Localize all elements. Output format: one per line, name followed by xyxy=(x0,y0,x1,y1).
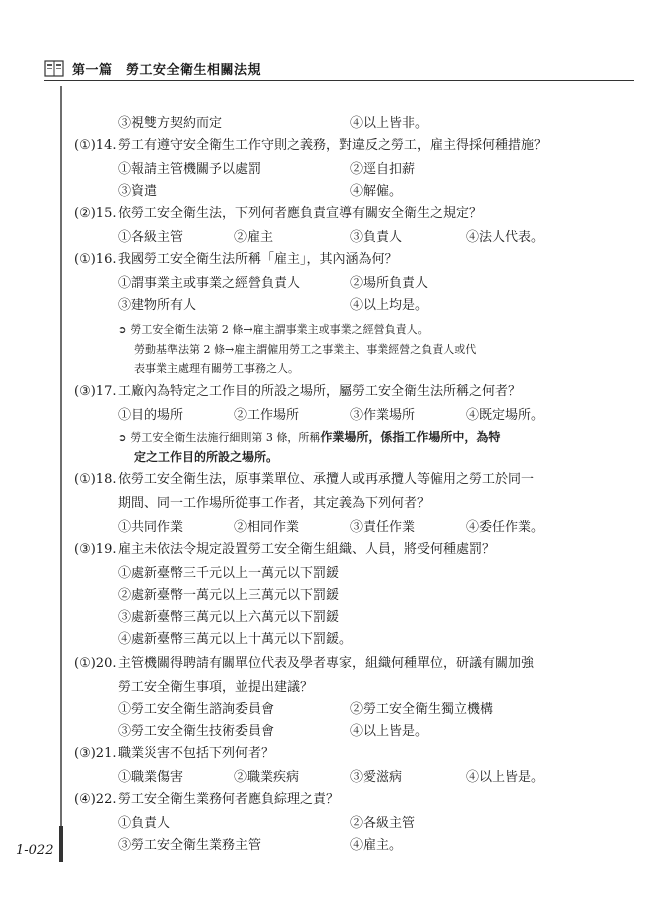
option: ④以上均是。 xyxy=(350,298,429,313)
option: ②勞工安全衛生獨立機構 xyxy=(350,702,494,717)
option: ③作業場所 xyxy=(350,408,416,423)
option: ③負責人 xyxy=(350,230,403,245)
question-text: 工廠內為特定之工作目的所設之場所，屬勞工安全衛生法所稱之何者？ xyxy=(118,384,522,399)
option: ①處新臺幣三千元以上一萬元以下罰鍰 xyxy=(118,566,340,581)
question-text-continued: 勞工安全衛生事項，並提出建議？ xyxy=(118,680,314,695)
option: ③勞工安全衛生業務主管 xyxy=(118,838,262,853)
option: ①各級主管 xyxy=(118,230,184,245)
option: ③勞工安全衛生技術委員會 xyxy=(118,724,275,739)
question-number: (②)15. xyxy=(74,206,117,221)
option: ④雇主。 xyxy=(350,838,403,853)
explanation-note: 勞動基準法第 2 條→雇主謂僱用勞工之事業主、事業經營之負責人或代 xyxy=(134,343,477,356)
option: ②工作場所 xyxy=(234,408,300,423)
option: ④以上皆是。 xyxy=(466,770,545,785)
option: ④處新臺幣三萬元以上十萬元以下罰鍰。 xyxy=(118,632,353,647)
option: ④委任作業。 xyxy=(466,520,545,535)
page-number: 1-022 xyxy=(16,843,54,858)
option: ④解僱。 xyxy=(350,184,403,199)
question-text: 依勞工安全衛生法，下列何者應負責宣導有關安全衛生之規定？ xyxy=(118,206,483,221)
option: ①勞工安全衛生諮詢委員會 xyxy=(118,702,275,717)
option: ②各級主管 xyxy=(350,816,416,831)
option: ①負責人 xyxy=(118,816,171,831)
explanation-note: ➲ 勞工安全衛生法第 2 條→雇主謂事業主或事業之經營負責人。 xyxy=(118,323,429,336)
explanation-note: 表事業主處理有關勞工事務之人。 xyxy=(134,362,299,375)
chapter-title: 第一篇 勞工安全衛生相關法規 xyxy=(72,63,262,78)
option: ④既定場所。 xyxy=(466,408,545,423)
question-text: 勞工安全衛生業務何者應負綜理之責？ xyxy=(118,792,340,807)
option: ①報請主管機關予以處罰 xyxy=(118,162,262,177)
option: ②處新臺幣一萬元以上三萬元以下罰鍰 xyxy=(118,588,340,603)
option: ①職業傷害 xyxy=(118,770,184,785)
explanation-note: ➲ 勞工安全衛生法施行細則第 3 條，所稱作業場所，係指工作場所中，為特 xyxy=(118,430,501,444)
option: ④以上皆非。 xyxy=(350,116,429,131)
question-number: (①)18. xyxy=(74,472,117,487)
option: ③責任作業 xyxy=(350,520,416,535)
option: ③愛滋病 xyxy=(350,770,403,785)
question-number: (③)19. xyxy=(74,542,117,557)
option: ③資遣 xyxy=(118,184,158,199)
option: ②職業疾病 xyxy=(234,770,300,785)
option: ②逕自扣薪 xyxy=(350,162,416,177)
option: ①共同作業 xyxy=(118,520,184,535)
question-number: (③)21. xyxy=(74,746,117,761)
option: ②雇主 xyxy=(234,230,274,245)
question-number: (①)16. xyxy=(74,252,117,267)
question-text: 我國勞工安全衛生法所稱「雇主」，其內涵為何？ xyxy=(118,252,398,267)
question-number: (③)17. xyxy=(74,384,117,399)
arrow-right-icon: ➲ xyxy=(118,433,127,444)
question-text: 雇主未依法令規定設置勞工安全衛生組織、人員，將受何種處罰？ xyxy=(118,542,496,557)
question-number: (①)14. xyxy=(74,138,117,153)
question-number: (④)22. xyxy=(74,792,117,807)
question-number: (①)20. xyxy=(74,656,117,671)
arrow-right-icon: ➲ xyxy=(118,325,127,336)
option: ③建物所有人 xyxy=(118,298,197,313)
option: ①謂事業主或事業之經營負責人 xyxy=(118,276,301,291)
option: ①目的場所 xyxy=(118,408,184,423)
option: ③視雙方契約而定 xyxy=(118,116,223,131)
question-text-continued: 期間、同一工作場所從事工作者，其定義為下列何者？ xyxy=(118,496,431,511)
question-text: 職業災害不包括下列何者？ xyxy=(118,746,275,761)
question-text: 勞工有遵守安全衛生工作守則之義務，對違反之勞工，雇主得採何種措施？ xyxy=(118,138,548,153)
option: ②場所負責人 xyxy=(350,276,429,291)
option: ④以上皆是。 xyxy=(350,724,429,739)
option: ④法人代表。 xyxy=(466,230,545,245)
option: ②相同作業 xyxy=(234,520,300,535)
option: ③處新臺幣三萬元以上六萬元以下罰鍰 xyxy=(118,610,340,625)
question-text: 依勞工安全衛生法，原事業單位、承攬人或再承攬人等僱用之勞工於同一 xyxy=(118,472,535,487)
question-text: 主管機關得聘請有關單位代表及學者專家，組織何種單位，研議有關加強 xyxy=(118,656,535,671)
explanation-note: 定之工作目的所設之場所。 xyxy=(134,450,279,464)
